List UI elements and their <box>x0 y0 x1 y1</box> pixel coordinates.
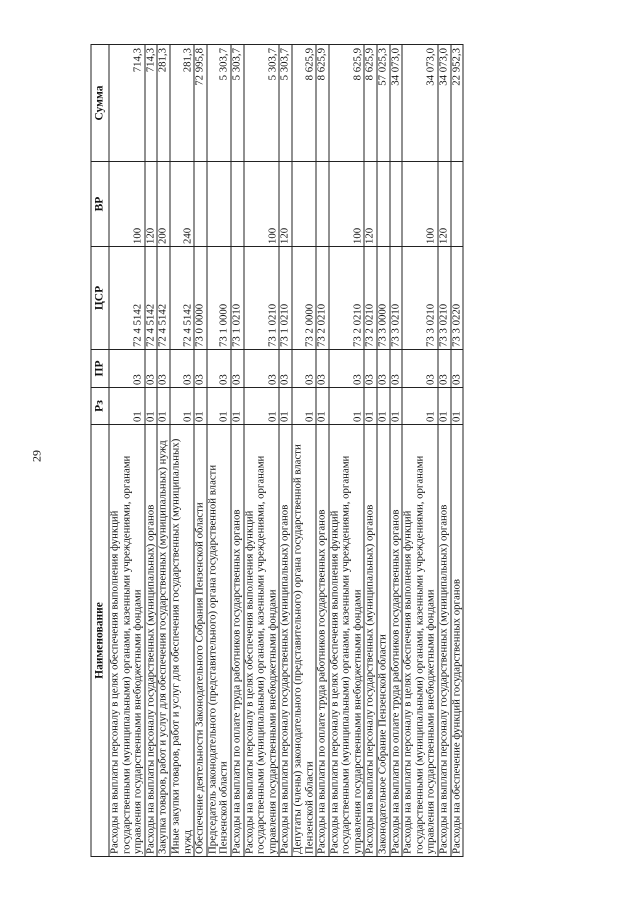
cell-name: Расходы на выплаты персоналу государственных (муниципальных) органов <box>279 425 292 857</box>
cell-vr <box>389 162 402 247</box>
cell-vr <box>194 162 207 247</box>
cell-rz: 01 <box>157 388 170 425</box>
table-row <box>144 45 157 857</box>
cell-csr: 73 3 0000 <box>377 247 390 350</box>
cell-pr: 03 <box>279 350 292 388</box>
cell-name: Законодательное Собрание Пензенской области <box>377 425 390 857</box>
cell-vr: 120 <box>279 162 292 247</box>
budget-table <box>90 44 463 857</box>
cell-rz: 01 <box>291 388 315 425</box>
table-row <box>438 45 451 857</box>
cell-sum: 281,3 <box>169 45 193 162</box>
cell-pr: 03 <box>389 350 402 388</box>
cell-vr <box>206 162 230 247</box>
cell-rz: 01 <box>316 388 329 425</box>
cell-rz: 01 <box>328 388 364 425</box>
cell-rz: 01 <box>230 388 243 425</box>
cell-csr: 72 4 5142 <box>109 247 145 350</box>
header-name: Наименование <box>91 425 109 857</box>
cell-csr: 73 3 0210 <box>402 247 438 350</box>
cell-pr: 03 <box>157 350 170 388</box>
cell-vr <box>291 162 315 247</box>
cell-name: Иные закупки товаров, работ и услуг для обеспечения государственных (муниципальных) нужд <box>169 425 193 857</box>
cell-rz: 01 <box>194 388 207 425</box>
table-row <box>206 45 230 857</box>
cell-name: Расходы на обеспечение функций государственных органов <box>450 425 463 857</box>
cell-name: Расходы на выплаты персоналу в целях обеспечения выполнения функций государственными (муниципальными) органами, казенными учреждениями, органами управления государственными внебюджетными фондами <box>402 425 438 857</box>
cell-sum: 5 303,7 <box>230 45 243 162</box>
cell-vr: 100 <box>402 162 438 247</box>
cell-csr: 73 1 0210 <box>279 247 292 350</box>
cell-pr: 03 <box>364 350 377 388</box>
cell-pr: 03 <box>328 350 364 388</box>
header-row <box>91 45 109 857</box>
table-row <box>157 45 170 857</box>
cell-sum: 72 995,8 <box>194 45 207 162</box>
table-row <box>243 45 279 857</box>
header-csr: ЦСР <box>91 247 109 350</box>
cell-name: Расходы на выплаты персоналу в целях обеспечения выполнения функций государственными (муниципальными) органами, казенными учреждениями, органами управления государственными внебюджетными фондами <box>328 425 364 857</box>
table-row <box>450 45 463 857</box>
cell-sum: 8 625,9 <box>328 45 364 162</box>
cell-vr: 120 <box>144 162 157 247</box>
cell-vr: 120 <box>438 162 451 247</box>
table-header <box>91 45 109 857</box>
cell-sum: 5 303,7 <box>279 45 292 162</box>
page-number: 29 <box>29 450 44 462</box>
cell-csr: 73 2 0000 <box>291 247 315 350</box>
budget-table-wrapper <box>90 45 555 857</box>
cell-csr: 73 0 0000 <box>194 247 207 350</box>
cell-csr: 72 4 5142 <box>157 247 170 350</box>
cell-pr: 03 <box>243 350 279 388</box>
cell-pr: 03 <box>438 350 451 388</box>
cell-csr: 73 3 0220 <box>450 247 463 350</box>
cell-rz: 01 <box>377 388 390 425</box>
cell-vr: 120 <box>364 162 377 247</box>
cell-pr: 03 <box>169 350 193 388</box>
cell-name: Расходы на выплаты персоналу в целях обеспечения выполнения функций государственными (муниципальными) органами, казенными учреждениями, органами управления государственными внебюджетными фондами <box>109 425 145 857</box>
table-row <box>364 45 377 857</box>
rotated-page-area <box>90 45 555 857</box>
cell-csr: 73 2 0210 <box>364 247 377 350</box>
cell-csr: 72 4 5142 <box>144 247 157 350</box>
cell-name: Расходы на выплаты персоналу государственных (муниципальных) органов <box>364 425 377 857</box>
cell-sum: 34 073,0 <box>402 45 438 162</box>
cell-csr: 73 3 0210 <box>389 247 402 350</box>
cell-vr: 240 <box>169 162 193 247</box>
cell-sum: 34 073,0 <box>438 45 451 162</box>
cell-rz: 01 <box>279 388 292 425</box>
cell-csr: 73 1 0210 <box>230 247 243 350</box>
cell-name: Расходы на выплаты по оплате труда работников государственных органов <box>389 425 402 857</box>
cell-sum: 281,3 <box>157 45 170 162</box>
cell-csr: 73 1 0210 <box>243 247 279 350</box>
cell-vr: 100 <box>328 162 364 247</box>
header-rz: Рз <box>91 388 109 425</box>
table-row <box>377 45 390 857</box>
cell-csr: 73 1 0000 <box>206 247 230 350</box>
cell-rz: 01 <box>364 388 377 425</box>
cell-name: Расходы на выплаты персоналу государственных (муниципальных) органов <box>438 425 451 857</box>
cell-name: Закупка товаров, работ и услуг для обеспечения государственных (муниципальных) нужд <box>157 425 170 857</box>
header-sum: Сумма <box>91 45 109 162</box>
table-body <box>109 45 463 857</box>
cell-name: Депутаты (члены) законодательного (представительного) органа государственной власти Пензенской области <box>291 425 315 857</box>
cell-pr: 03 <box>402 350 438 388</box>
cell-rz: 01 <box>206 388 230 425</box>
cell-rz: 01 <box>389 388 402 425</box>
cell-pr: 03 <box>206 350 230 388</box>
cell-csr: 73 2 0210 <box>316 247 329 350</box>
table-row <box>402 45 438 857</box>
cell-pr: 03 <box>316 350 329 388</box>
cell-rz: 01 <box>169 388 193 425</box>
header-vr: ВР <box>91 162 109 247</box>
cell-vr: 100 <box>109 162 145 247</box>
cell-rz: 01 <box>438 388 451 425</box>
cell-name: Расходы на выплаты персоналу в целях обеспечения выполнения функций государственными (муниципальными) органами, казенными учреждениями, органами управления государственными внебюджетными фондами <box>243 425 279 857</box>
cell-sum: 8 625,9 <box>291 45 315 162</box>
cell-name: Расходы на выплаты по оплате труда работников государственных органов <box>316 425 329 857</box>
table-row <box>109 45 145 857</box>
cell-sum: 714,3 <box>144 45 157 162</box>
cell-vr <box>230 162 243 247</box>
cell-name: Обеспечение деятельности Законодательного Собрания Пензенской области <box>194 425 207 857</box>
cell-pr: 03 <box>377 350 390 388</box>
cell-csr: 72 4 5142 <box>169 247 193 350</box>
table-row <box>194 45 207 857</box>
cell-vr <box>316 162 329 247</box>
cell-pr: 03 <box>194 350 207 388</box>
cell-vr <box>450 162 463 247</box>
cell-name: Председатель законодательного (представительного) органа государственной власти Пензенской области <box>206 425 230 857</box>
cell-sum: 22 952,3 <box>450 45 463 162</box>
cell-rz: 01 <box>243 388 279 425</box>
cell-rz: 01 <box>144 388 157 425</box>
cell-csr: 73 3 0210 <box>438 247 451 350</box>
cell-name: Расходы на выплаты персоналу государственных (муниципальных) органов <box>144 425 157 857</box>
cell-vr: 200 <box>157 162 170 247</box>
table-row <box>279 45 292 857</box>
cell-pr: 03 <box>450 350 463 388</box>
table-row <box>389 45 402 857</box>
cell-name: Расходы на выплаты по оплате труда работников государственных органов <box>230 425 243 857</box>
cell-sum: 8 625,9 <box>316 45 329 162</box>
table-row <box>316 45 329 857</box>
table-row <box>291 45 315 857</box>
cell-vr <box>377 162 390 247</box>
cell-csr: 73 2 0210 <box>328 247 364 350</box>
cell-rz: 01 <box>450 388 463 425</box>
cell-vr: 100 <box>243 162 279 247</box>
cell-sum: 5 303,7 <box>243 45 279 162</box>
cell-sum: 8 625,9 <box>364 45 377 162</box>
cell-sum: 57 025,3 <box>377 45 390 162</box>
cell-pr: 03 <box>291 350 315 388</box>
cell-sum: 5 303,7 <box>206 45 230 162</box>
table-row <box>169 45 193 857</box>
cell-sum: 34 073,0 <box>389 45 402 162</box>
table-row <box>230 45 243 857</box>
cell-pr: 03 <box>230 350 243 388</box>
table-row <box>328 45 364 857</box>
cell-rz: 01 <box>109 388 145 425</box>
cell-sum: 714,3 <box>109 45 145 162</box>
cell-pr: 03 <box>109 350 145 388</box>
cell-rz: 01 <box>402 388 438 425</box>
cell-pr: 03 <box>144 350 157 388</box>
header-pr: ПР <box>91 350 109 388</box>
